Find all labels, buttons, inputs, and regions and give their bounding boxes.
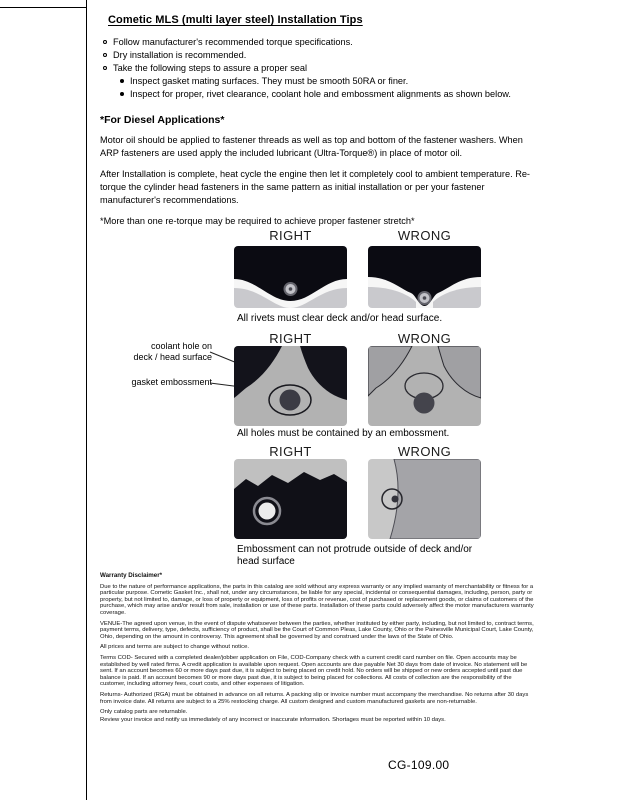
page-left-rule — [86, 0, 87, 800]
tips-list — [100, 36, 536, 101]
coolant-hole-callout-line2: deck / head surface — [133, 351, 212, 362]
right-label: RIGHT — [269, 444, 312, 459]
diesel-paragraph-1: Motor oil should be applied to fastener threads as well as top and bottom of the fastener washers. When ARP fasteners are used apply the included lubricant (Ultra-Torque®) in place of motor oil. — [100, 135, 523, 158]
coolant-hole-callout — [126, 341, 212, 362]
embossment-containment-wrong-image — [368, 346, 481, 426]
legal-paragraph: Terms COD- Secured with a completed dealer/jobber application on File, COD-Company check with a current credit card number on file. Open accounts may be established by well rated firms. A credit application is available upon request. Open accounts are due payable Net 30 days from date of invoice. No statement will be sent. If an account becomes 60 or more days past due, it is subject to being placed on credit hold. No orders will be shipped or new orders accepted until past due balance is paid. If an account becomes 90 or more days past due, it is subject to being placed for collections. All costs of collection are the responsibility of the customer, including attorney fees, court costs, and other expenses of litigation. — [100, 654, 528, 688]
page-title: Cometic MLS (multi layer steel) Installation Tips — [108, 14, 363, 26]
tip-text: Take the following steps to assure a proper seal — [113, 63, 308, 73]
wrong-label: WRONG — [397, 228, 452, 243]
tip-text: Inspect for proper, rivet clearance, coolant hole and embossment alignments as shown below. — [130, 89, 511, 99]
page-corner-mark — [0, 7, 87, 8]
legal-paragraph: Review your invoice and notify us immediately of any incorrect or inaccurate information. Shortages must be reported within 10 days. — [100, 716, 446, 723]
right-label: RIGHT — [269, 228, 312, 243]
legal-paragraph: VENUE-The agreed upon venue, in the event of dispute whatsoever between the parties, whether instituted by either party, including, but not limited to, contract terms, payment terms, delivery, type, defects, sufficiency of product, shall be the Court of Common Pleas, Lake County, Ohio or the Painesville Municipal Court, Lake County, Ohio, depending on the amount in controversy. This agreement shall be governed by and construed under the laws of the State of Ohio. — [100, 620, 534, 640]
holes-caption: All holes must be contained by an embossment. — [237, 428, 450, 439]
open-bullet-icon — [103, 40, 107, 44]
tip-item — [103, 36, 536, 49]
legal-paragraph: All prices and terms are subject to change without notice. — [100, 644, 249, 651]
legal-paragraph: Returns- Authorized (RGA) must be obtained in advance on all returns. A packing slip or invoice number must accompany the merchandise. No returns after 30 days from invoice date. All returns are subject to a 25% restocking charge. All custom designed and custom manufactured gaskets are non-returnable. — [100, 691, 529, 705]
tip-text: Follow manufacturer's recommended torque specifications. — [113, 37, 353, 47]
legal-paragraph: Only catalog parts are returnable. — [100, 709, 188, 716]
open-bullet-icon — [103, 66, 107, 70]
embossment-protrusion-right-image — [234, 459, 347, 539]
legal-paragraph: Due to the nature of performance applications, the parts in this catalog are sold without any express warranty or any implied warranty of merchantability or fitness for a particular purpose. Cometic Gasket Inc., shall not, under any circumstances, be liable for any special, incidental or consequential damages, including, person, party or property, but not limited to, damage, or loss of property or equipment, loss of profits or revenue, cost of purchased or replacement goods, or claims of customers of the purchase, which may arise and/or result from sale, installation or use of these parts. Installation of these parts could adversely affect the motor manufacturers warranty coverage. — [100, 583, 534, 616]
embossment-protrusion-wrong-image — [368, 459, 481, 539]
gasket-embossment-callout: gasket embossment — [131, 377, 212, 387]
page-code: CG-109.00 — [388, 758, 450, 772]
intro-section — [100, 14, 536, 228]
tip-text: Dry installation is recommended. — [113, 50, 247, 60]
filled-bullet-icon — [120, 79, 124, 83]
wrong-label: WRONG — [397, 331, 452, 346]
tip-sub-item — [120, 88, 536, 101]
filled-bullet-icon — [120, 92, 124, 96]
tip-text: Inspect gasket mating surfaces. They must be smooth 50RA or finer. — [130, 76, 409, 86]
diesel-applications-heading: *For Diesel Applications* — [100, 114, 225, 126]
tip-item — [103, 49, 536, 62]
coolant-hole-callout-line1: coolant hole on — [150, 341, 212, 351]
rivet-clearance-wrong-image — [368, 246, 481, 308]
rivet-caption: All rivets must clear deck and/or head surface. — [237, 313, 443, 324]
open-bullet-icon — [103, 53, 107, 57]
rivet-clearance-right-image — [234, 246, 347, 308]
warranty-disclaimer-heading: Warranty Disclaimer* — [100, 572, 163, 579]
tip-sub-item — [120, 75, 536, 88]
legal-section — [100, 573, 534, 727]
diesel-paragraph-2: After Installation is complete, heat cycle the engine then let it completely cool to ambient temperature. Re-torque the cylinder head fasteners in the same pattern as initial installation or per your fastener manufacturer's recommendations. — [100, 169, 530, 205]
embossment-containment-right-image — [234, 346, 347, 426]
wrong-label: WRONG — [397, 444, 452, 459]
right-label: RIGHT — [269, 331, 312, 346]
protrusion-caption: Embossment can not protrude outside of deck and/or head surface — [237, 544, 473, 567]
tip-item — [103, 62, 536, 75]
retorque-note: *More than one re-torque may be required to achieve proper fastener stretch* — [100, 216, 415, 226]
